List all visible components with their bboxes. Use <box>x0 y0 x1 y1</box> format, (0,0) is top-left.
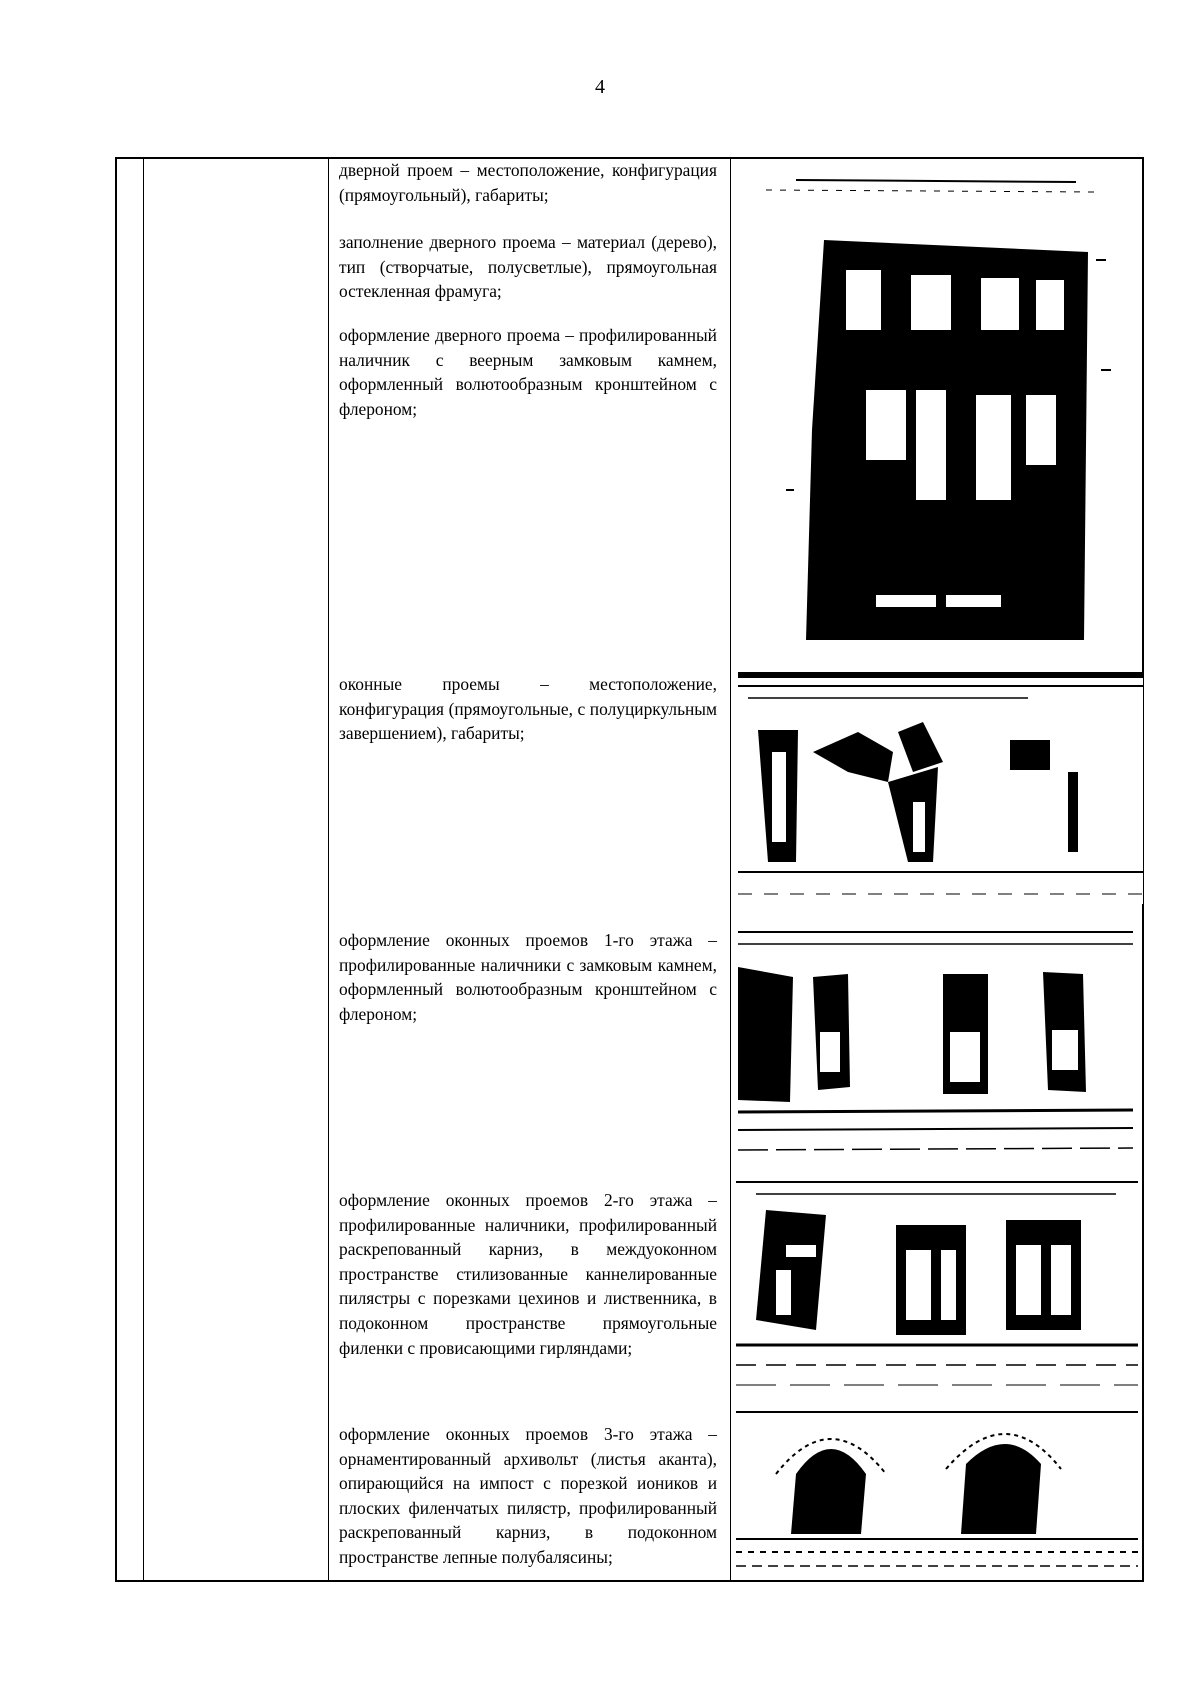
text-door-filling: заполнение дверного проема – материал (дерево), тип (створчатые, полусветлые), прямоугольная остекленная фрамуга; <box>339 232 717 302</box>
column-divider <box>730 159 731 1580</box>
column-divider <box>143 159 144 1580</box>
text-first-floor-windows: оформление оконных проемов 1-го этажа – профилированные наличники с замковым камнем, оформленный волютообразным кронштейном с флероном; <box>339 930 717 1024</box>
page-number: 4 <box>595 76 605 98</box>
text-door-decoration: оформление дверного проема – профилированный наличник с веерным замковым камнем, оформленный волютообразным кронштейном с флероном; <box>339 325 717 419</box>
text-door-opening: дверной проем – местоположение, конфигурация (прямоугольный), габариты; <box>339 160 717 205</box>
first-floor-windows-photo <box>738 922 1133 1160</box>
facade-windows-photo <box>738 672 1143 904</box>
text-window-openings: оконные проемы – местоположение, конфигурация (прямоугольные, с полуциркульным завершением), габариты; <box>339 674 717 744</box>
text-third-floor-windows: оформление оконных проемов 3-го этажа – орнаментированный архивольт (листья аканта), опирающийся на импост с порезкой иоников и плоских филенчатых пилястр, профилированный раскрепованный карниз, в подоконном пространстве лепные полубалясины; <box>339 1424 717 1567</box>
text-second-floor-windows: оформление оконных проемов 2-го этажа – профилированные наличники, профилированный раскрепованный карниз, в междуоконном пространстве стилизованные каннелированные пилястры с порезками цехинов и лиственника, в подоконном пространстве прямоугольные филенки с провисающими гирляндами; <box>339 1190 717 1358</box>
entrance-door-photo <box>736 170 1138 640</box>
second-floor-windows-photo <box>736 1170 1138 1395</box>
third-floor-windows-photo <box>736 1404 1138 1574</box>
column-divider <box>328 159 329 1580</box>
